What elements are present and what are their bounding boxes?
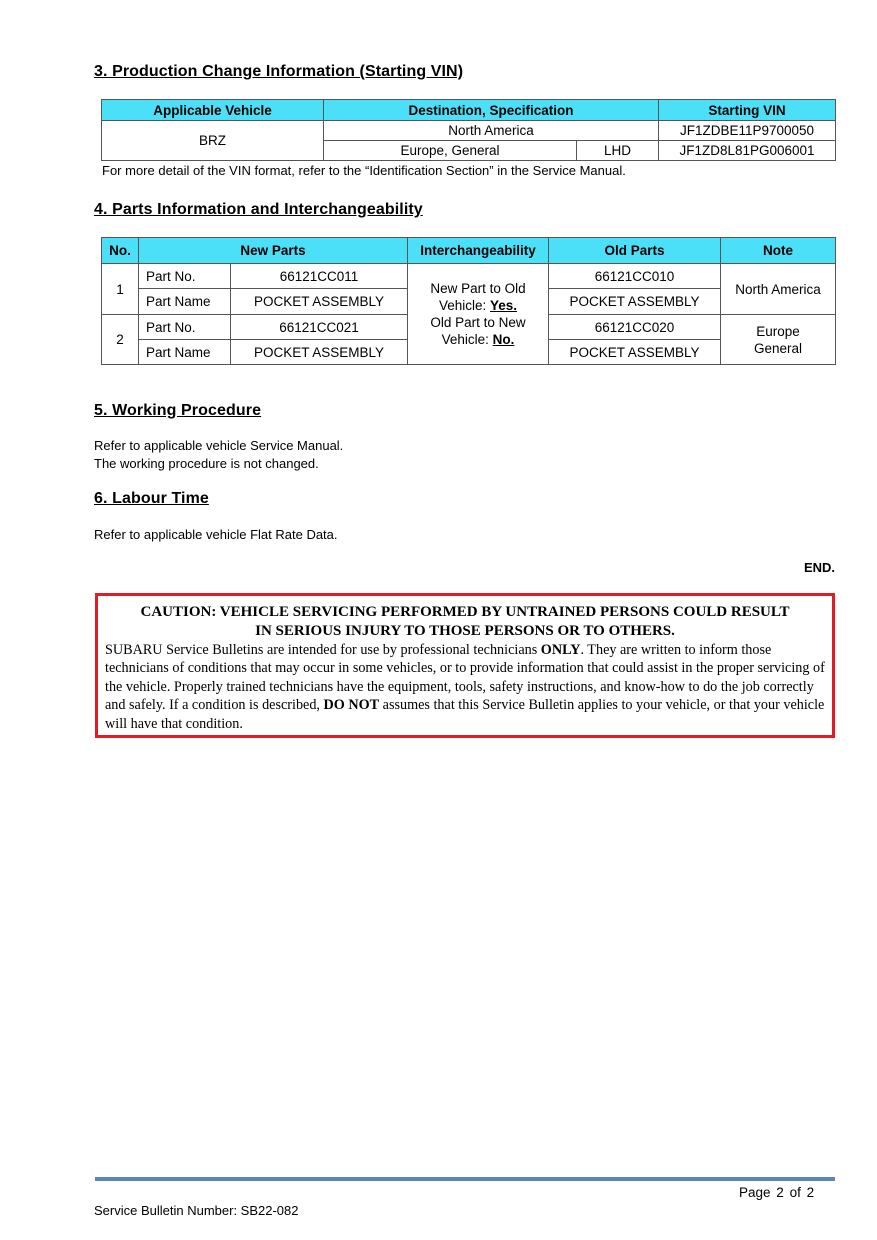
- caution-text: assumes that this Service Bulletin applies to your vehicle, or that your vehicle will have that condition.: [105, 697, 825, 732]
- col-interchangeability: Interchangeability: [408, 238, 549, 264]
- caution-text: SUBARU Service Bulletins are intended for use by professional technicians: [105, 642, 541, 658]
- interchange-line4-prefix: Vehicle:: [441, 332, 493, 347]
- col-old-parts: Old Parts: [549, 238, 721, 264]
- label-part-no: Part No.: [139, 315, 231, 340]
- section3-heading: 3. Production Change Information (Starting VIN): [94, 63, 464, 80]
- page-of: of: [789, 1185, 801, 1200]
- page-number: [739, 1185, 814, 1200]
- page-current: 2: [776, 1185, 784, 1200]
- interchange-line3: Old Part to New: [430, 315, 526, 330]
- section4-heading: 4. Parts Information and Interchangeability: [94, 201, 423, 218]
- parts-table: [101, 237, 836, 365]
- label-part-no: Part No.: [139, 264, 231, 289]
- old-part-name: POCKET ASSEMBLY: [549, 340, 721, 365]
- table-row: [102, 264, 836, 289]
- caution-emphasis: ONLY: [540, 642, 581, 658]
- section6-heading: 6. Labour Time: [94, 490, 209, 507]
- working-procedure-line1: Refer to applicable vehicle Service Manual.: [94, 438, 344, 453]
- note-line2: General: [753, 340, 803, 356]
- caution-title-line2: IN SERIOUS INJURY TO THOSE PERSONS OR TO OTHERS.: [255, 623, 675, 639]
- footer-rule: [95, 1177, 835, 1181]
- note-cell: [721, 315, 836, 365]
- page-label: Page: [739, 1185, 771, 1200]
- vehicle-cell: BRZ: [102, 121, 324, 161]
- vin-cell: JF1ZDBE11P9700050: [659, 121, 836, 141]
- caution-text: . They are written to inform those technicians of conditions that may occur in some vehicles, or to provide information that could assist in the proper servicing of the vehicle. Properly trained technicians have the equipment, tools, safety instructions, and know-how to do the job correctly and safely. If a condition is described,: [105, 642, 825, 714]
- end-marker: END.: [803, 560, 835, 575]
- destination-cell: North America: [324, 121, 659, 141]
- starting-vin-table: [101, 99, 836, 161]
- caution-box: [95, 593, 835, 738]
- new-part-name: POCKET ASSEMBLY: [231, 289, 408, 315]
- new-part-no: 66121CC011: [231, 264, 408, 289]
- old-part-no: 66121CC020: [549, 315, 721, 340]
- caution-body: [98, 641, 832, 733]
- note-cell: North America: [721, 264, 836, 315]
- working-procedure-line2: The working procedure is not changed.: [94, 456, 319, 471]
- caution-title-line1: CAUTION: VEHICLE SERVICING PERFORMED BY UNTRAINED PERSONS COULD RESULT: [140, 604, 790, 620]
- spec-cell: LHD: [577, 141, 659, 161]
- item-no: 2: [102, 315, 139, 365]
- interchange-answer-yes: Yes.: [490, 298, 518, 313]
- destination-cell: Europe, General: [324, 141, 577, 161]
- col-destination: Destination, Specification: [324, 100, 659, 121]
- note-line1: Europe: [756, 323, 800, 339]
- labour-time-line1: Refer to applicable vehicle Flat Rate Data.: [94, 527, 338, 542]
- label-part-name: Part Name: [139, 289, 231, 315]
- interchange-line2-prefix: Vehicle:: [438, 298, 490, 313]
- old-part-no: 66121CC010: [549, 264, 721, 289]
- col-starting-vin: Starting VIN: [659, 100, 836, 121]
- item-no: 1: [102, 264, 139, 315]
- caution-emphasis: DO NOT: [323, 697, 380, 714]
- col-no: No.: [102, 238, 139, 264]
- vin-cell: JF1ZD8L81PG006001: [659, 141, 836, 161]
- interchangeability-cell: [408, 264, 549, 365]
- interchange-line1: New Part to Old: [430, 281, 526, 296]
- label-part-name: Part Name: [139, 340, 231, 365]
- vin-format-note: For more detail of the VIN format, refer to the “Identification Section” in the Service Manual.: [102, 163, 626, 178]
- interchange-answer-no: No.: [492, 332, 515, 347]
- old-part-name: POCKET ASSEMBLY: [549, 289, 721, 315]
- col-new-parts: New Parts: [139, 238, 408, 264]
- new-part-name: POCKET ASSEMBLY: [231, 340, 408, 365]
- col-applicable-vehicle: Applicable Vehicle: [102, 100, 324, 121]
- col-note: Note: [721, 238, 836, 264]
- caution-title: [98, 603, 832, 641]
- page-total: 2: [806, 1185, 815, 1200]
- new-part-no: 66121CC021: [231, 315, 408, 340]
- bulletin-number: Service Bulletin Number: SB22-082: [94, 1203, 299, 1218]
- section5-heading: 5. Working Procedure: [94, 402, 262, 419]
